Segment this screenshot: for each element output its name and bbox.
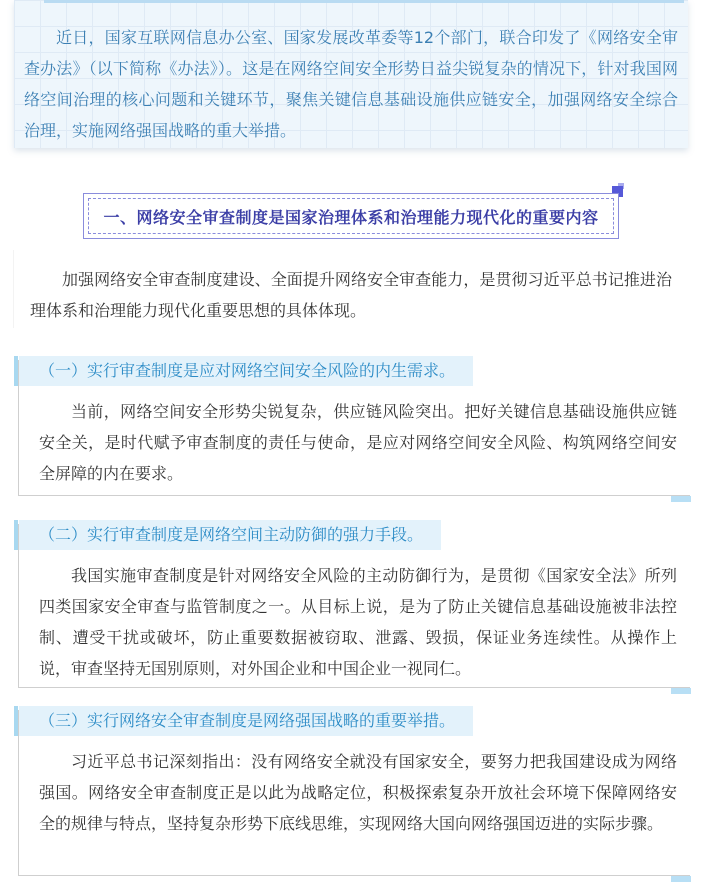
section-heading-1-text: 一、网络安全审查制度是国家治理体系和治理能力现代化的重要内容 [103, 207, 599, 227]
subsection-3-bar [14, 706, 18, 736]
section-heading-1 [83, 193, 619, 239]
subsection-2-title: （二）实行审查制度是网络空间主动防御的强力手段。 [19, 520, 441, 550]
paragraph-1: 加强网络安全审查制度建设、全面提升网络安全审查能力，是贯彻习近平总书记推进治理体系和治理能力现代化重要思想的具体体现。 [30, 270, 672, 320]
subsection-2 [18, 524, 690, 688]
subsection-1 [18, 360, 690, 496]
subsection-2-corner [671, 688, 691, 694]
intro-top-line [44, 0, 684, 3]
intro-text: 近日，国家互联网信息办公室、国家发展改革委等12个部门，联合印发了《网络安全审查办法》（以下简称《办法》）。这是在网络空间安全形势日益尖锐复杂的情况下，针对我国网络空间治理的核心问题和关键环节，聚焦关键信息基础设施供应链安全，加强网络安全综合治理，实施网络强国战略的重大举措。 [24, 28, 678, 140]
subsection-3-title: （三）实行网络安全审查制度是网络强国战略的重要举措。 [19, 706, 473, 736]
subsection-1-bar [14, 356, 18, 386]
subsection-1-text: 当前，网络空间安全形势尖锐复杂，供应链风险突出。把好关键信息基础设施供应链安全关，是时代赋予审查制度的责任与使命，是应对网络空间安全风险、构筑网络空间安全屏障的内在要求。 [39, 402, 677, 483]
section-heading-1-inner [88, 198, 614, 234]
subsection-2-bar [14, 520, 18, 550]
subsection-1-corner [671, 496, 691, 502]
subsection-3 [18, 710, 690, 876]
subsection-1-title: （一）实行审查制度是应对网络空间安全风险的内生需求。 [19, 356, 473, 386]
intro-box [14, 0, 688, 148]
subsection-3-corner [671, 876, 691, 882]
subsection-2-text: 我国实施审查制度是针对网络安全风险的主动防御行为，是贯彻《国家安全法》所列四类国家安全审查与监管制度之一。从目标上说，是为了防止关键信息基础设施被非法控制、遭受干扰或破坏，防止重要数据被窃取、泄露、毁损，保证业务连续性。从操作上说，审查坚持无国别原则，对外国企业和中国企业一视同仁。 [39, 566, 677, 678]
subsection-3-text: 习近平总书记深刻指出：没有网络安全就没有国家安全，要努力把我国建设成为网络强国。网络安全审查制度正是以此为战略定位，积极探索复杂开放社会环境下保障网络安全的规律与特点，坚持复杂形势下底线思维，实现网络大国向网络强国迈进的实际步骤。 [39, 752, 677, 833]
